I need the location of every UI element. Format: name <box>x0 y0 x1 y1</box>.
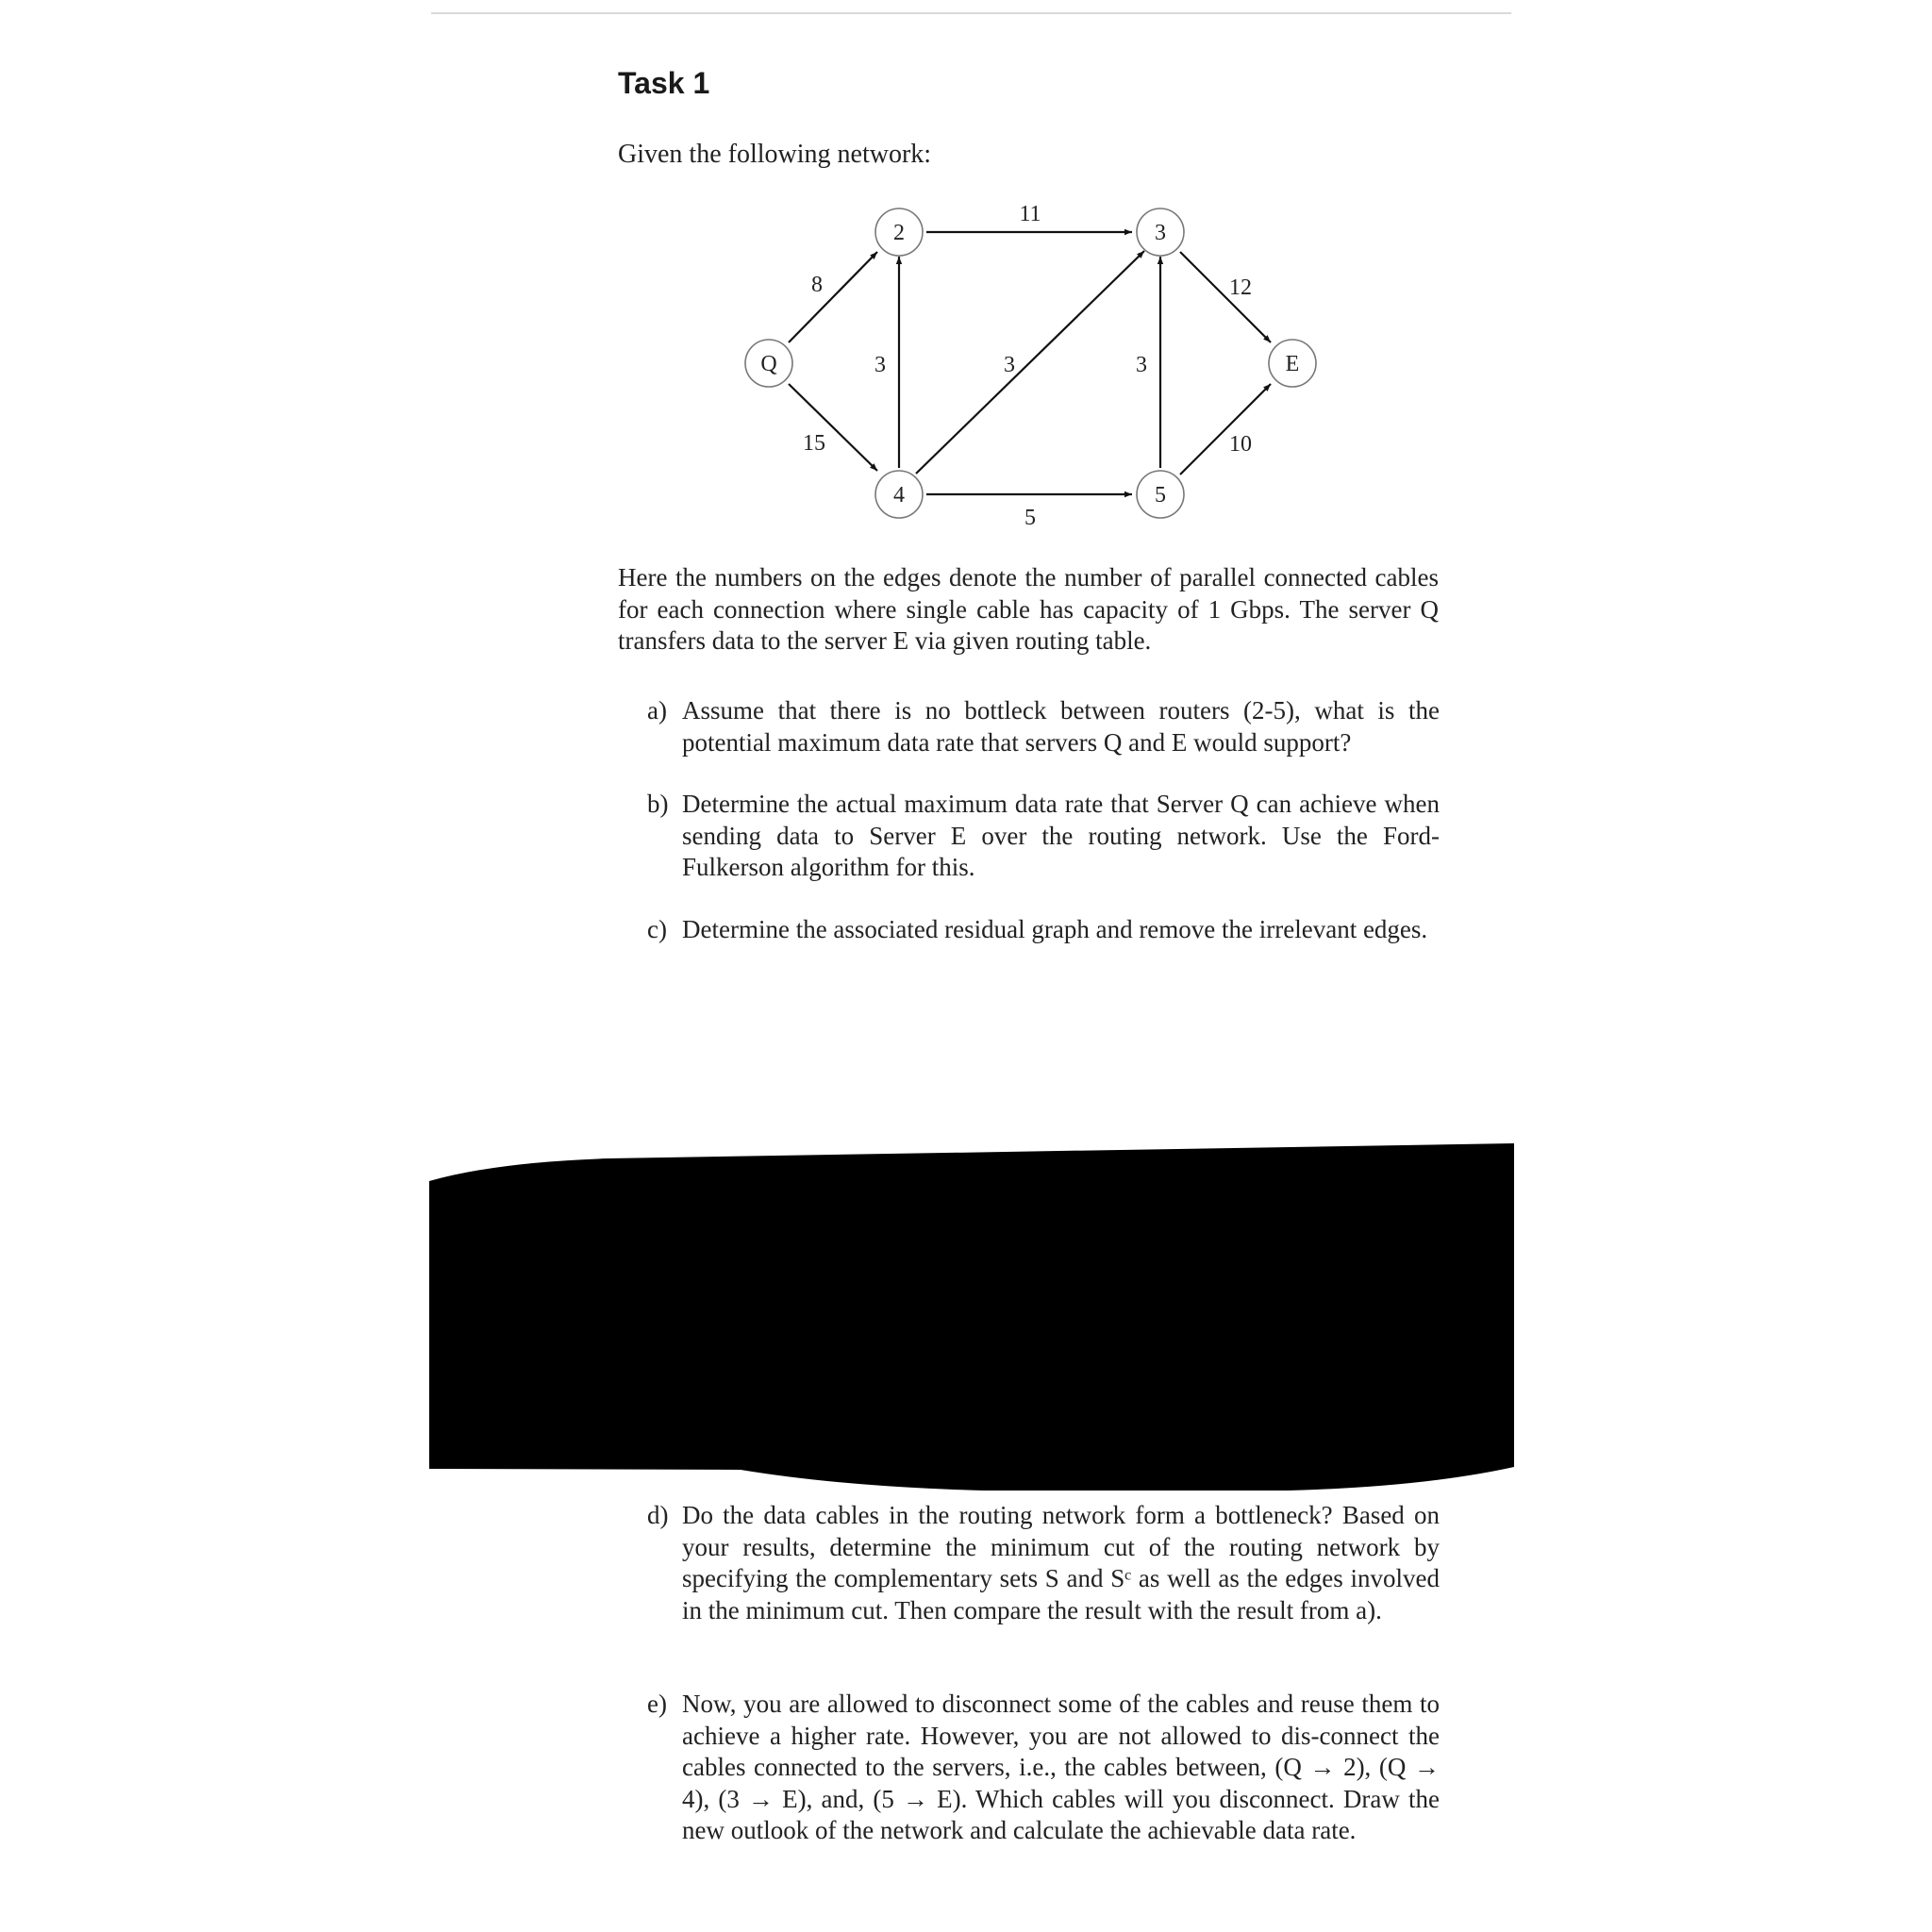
edge-label-2-3: 11 <box>1019 202 1041 226</box>
question-d-label: d) <box>647 1501 669 1529</box>
question-b-label: b) <box>647 790 669 818</box>
edge-label-3-e: 12 <box>1229 275 1252 300</box>
redaction-block <box>429 1141 1514 1491</box>
description-paragraph: Here the numbers on the edges denote the number of parallel connected cables for each connection where single cable has capacity of 1 Gbps. The server Q transfers data to the server E via given routing table. <box>618 563 1439 655</box>
question-a-label: a) <box>647 696 667 724</box>
node-e-label: E <box>1285 352 1300 376</box>
question-a <box>647 695 1440 758</box>
edge-label-4-3: 3 <box>1004 353 1015 377</box>
question-c <box>647 914 1440 946</box>
node-3-label: 3 <box>1155 221 1166 245</box>
edge-label-5-3: 3 <box>1136 353 1147 377</box>
question-c-text: Determine the associated residual graph and remove the irrelevant edges. <box>682 915 1428 943</box>
node-2 <box>875 208 923 256</box>
question-b <box>647 789 1440 884</box>
task-title: Task 1 <box>618 66 710 100</box>
question-e-text: Now, you are allowed to disconnect some of the cables and reuse them to achieve a higher rate. However, you are not allowed to dis-connect the cables connected to the servers, i.e., the cables between, (Q → 2), (Q → 4), (3 → E), and, (5 → E). Which cables will you disconnect. Draw the new outlook of the network and calculate the achievable data rate. <box>682 1690 1440 1844</box>
question-d-text: Do the data cables in the routing network form a bottleneck? Based on your results, determine the minimum cut of the routing network by specifying the complementary sets S and Sᶜ as well as the edges involved in the minimum cut. Then compare the result with the result from a). <box>682 1501 1440 1624</box>
top-divider <box>431 12 1511 14</box>
node-2-label: 2 <box>893 221 905 245</box>
intro-text: Given the following network: <box>618 140 932 169</box>
node-4-label: 4 <box>893 483 905 508</box>
question-c-label: c) <box>647 915 667 943</box>
question-e-label: e) <box>647 1690 667 1718</box>
network-diagram <box>726 189 1349 547</box>
edge-label-q-2: 8 <box>811 273 823 297</box>
edge-q-2 <box>789 252 877 342</box>
question-a-text: Assume that there is no bottleck between routers (2-5), what is the potential maximum data rate that servers Q and E would support? <box>682 696 1440 757</box>
node-3 <box>1137 208 1184 256</box>
node-e <box>1269 340 1316 387</box>
edge-label-4-5: 5 <box>1024 506 1036 530</box>
question-d <box>647 1500 1440 1626</box>
node-q <box>745 340 792 387</box>
edge-3-e <box>1180 252 1271 342</box>
edge-q-4 <box>789 384 877 471</box>
edge-4-3 <box>916 251 1144 474</box>
node-5-label: 5 <box>1155 483 1166 508</box>
edge-label-q-4: 15 <box>803 431 825 456</box>
node-q-label: Q <box>760 352 777 376</box>
edge-label-5-e: 10 <box>1229 432 1252 457</box>
edge-label-4-2: 3 <box>874 353 886 377</box>
node-5 <box>1137 471 1184 518</box>
question-e <box>647 1689 1440 1847</box>
question-b-text: Determine the actual maximum data rate that Server Q can achieve when sending data to Server E over the routing network. Use the Ford-Fulkerson algorithm for this. <box>682 790 1440 881</box>
node-4 <box>875 471 923 518</box>
edge-5-e <box>1180 384 1271 475</box>
